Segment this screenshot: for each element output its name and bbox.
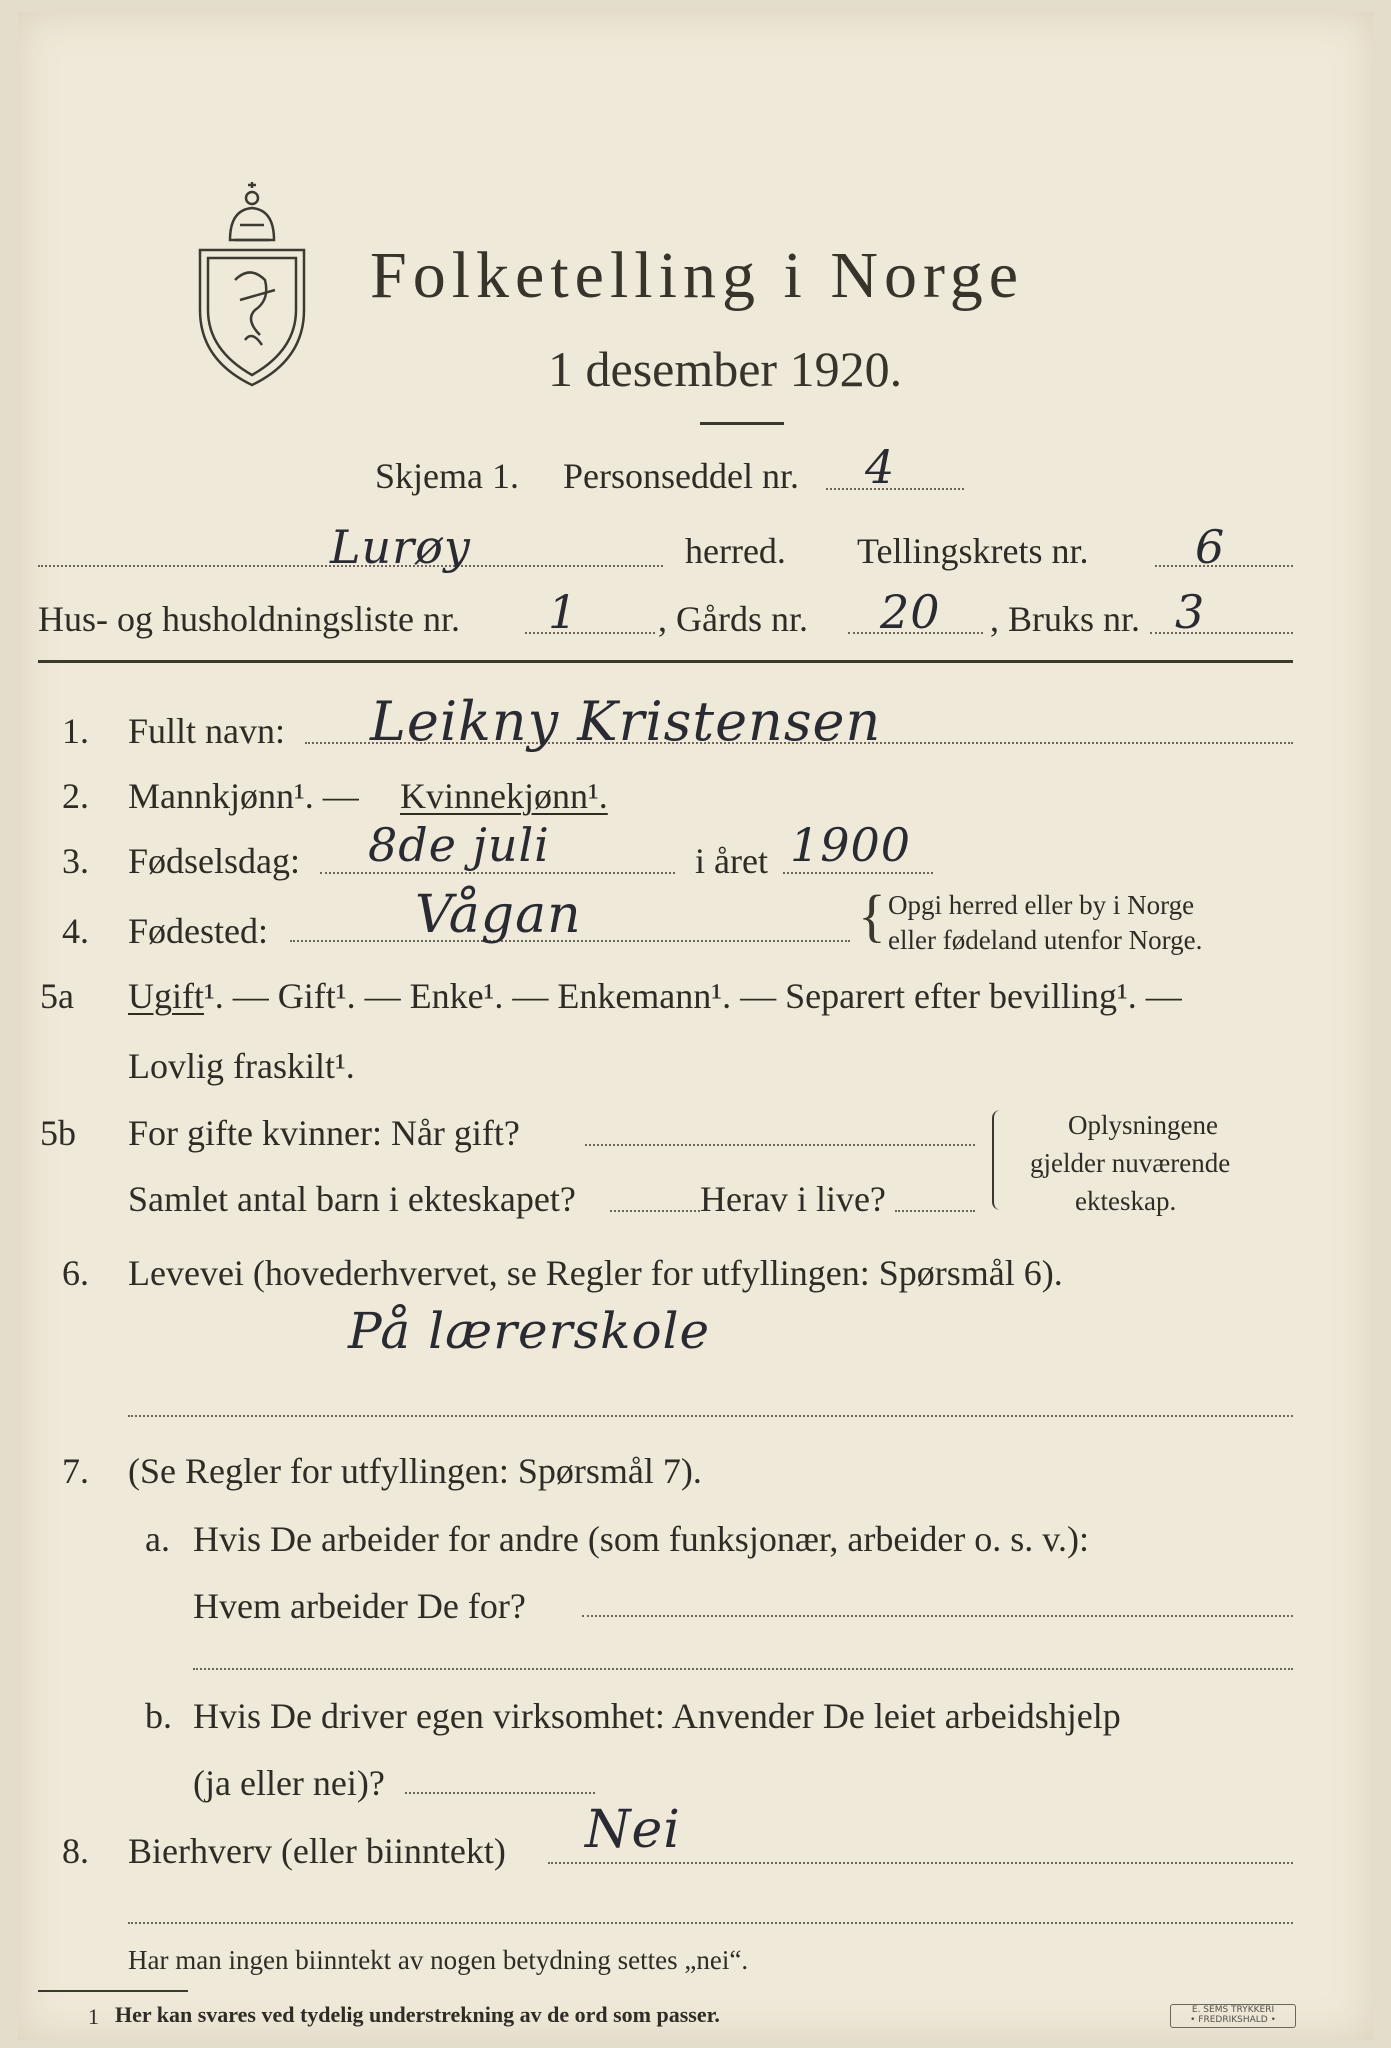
q6-label: Levevei (hovederhvervet, se Regler for utfyllingen: Spørsmål 6). [128, 1253, 1063, 1293]
q5a-ugift-option[interactable]: Ugift [128, 976, 204, 1016]
q4-note-brace: { [858, 883, 886, 948]
hus-label: Hus- og husholdningsliste nr. [38, 599, 461, 639]
q1-full-name-value[interactable]: Leikny Kristensen [370, 690, 882, 753]
q5b-note-bracket [992, 1110, 1004, 1210]
q2-number: 2. [62, 776, 89, 816]
q3-year-field-line [783, 872, 933, 874]
q3-number: 3. [62, 841, 89, 881]
q4-note-line1: Opgi herred eller by i Norge [888, 890, 1195, 920]
q4-birthplace-value[interactable]: Vågan [415, 885, 582, 945]
q8-number: 8. [62, 1831, 89, 1871]
bruks-label: , Bruks nr. [990, 599, 1141, 639]
hus-field-line [525, 632, 655, 634]
q5a-marital-options [128, 975, 1182, 1017]
q6-number: 6. [62, 1253, 89, 1293]
q7a-question: Hvem arbeider De for? [193, 1586, 526, 1626]
skjema-label: Skjema 1. [375, 456, 519, 496]
q1-label: Fullt navn: [128, 711, 286, 751]
census-date: 1 desember 1920. [548, 341, 903, 397]
herred-label: herred. [685, 531, 786, 571]
q5b-when-married-field-line [585, 1144, 975, 1146]
q5a-other-options[interactable]: ¹. — Gift¹. — Enke¹. — Enkemann¹. — Separert efter bevilling¹. — [204, 976, 1182, 1016]
q3-label: Fødselsdag: [128, 841, 301, 881]
q3-date-field-line [320, 872, 675, 874]
hus-value[interactable]: 1 [548, 585, 579, 639]
q5b-number: 5b [40, 1113, 76, 1153]
q3-birthday-value[interactable]: 8de juli [368, 818, 550, 872]
q5b-alive-field-line [895, 1210, 975, 1212]
q7b-field-line [405, 1792, 595, 1794]
tellingskrets-value[interactable]: 6 [1195, 520, 1226, 574]
q7a-number: a. [145, 1519, 170, 1559]
q5b-when-married-label: For gifte kvinner: Når gift? [128, 1113, 520, 1153]
tellingskrets-label: Tellingskrets nr. [857, 531, 1089, 571]
q5b-note-line2: gjelder nuværende [1030, 1148, 1231, 1178]
header-divider [38, 660, 1293, 663]
q8-field-line [548, 1862, 1293, 1864]
bruks-field-line [1150, 632, 1293, 634]
q7b-text: Hvis De driver egen virksomhet: Anvender De leiet arbeidshjelp [193, 1696, 1121, 1736]
q1-number: 1. [62, 711, 89, 751]
q5b-note-line1: Oplysningene [1068, 1110, 1218, 1140]
q8-label: Bierhverv (eller biinntekt) [128, 1831, 506, 1871]
gards-value[interactable]: 20 [880, 585, 941, 639]
q5b-children-label: Samlet antal barn i ekteskapet? [128, 1179, 576, 1219]
printer-stamp [1170, 2004, 1296, 2028]
q6-occupation-value[interactable]: På lærerskole [348, 1302, 711, 1360]
q7a-text: Hvis De arbeider for andre (som funksjonær, arbeider o. s. v.): [193, 1519, 1089, 1559]
printer-stamp-line2: • FREDRIKSHALD • [1190, 2015, 1276, 2025]
q5b-note-line3: ekteskap. [1075, 1186, 1177, 1216]
q2-female-option[interactable]: Kvinnekjønn¹. [400, 776, 608, 816]
footer-note: Har man ingen biinntekt av nogen betydning settes „nei“. [128, 1945, 749, 1975]
personseddel-value[interactable]: 4 [865, 440, 896, 494]
title-divider [700, 422, 784, 425]
herred-value[interactable]: Lurøy [330, 520, 471, 574]
q4-label: Fødested: [128, 911, 268, 951]
bruks-value[interactable]: 3 [1175, 585, 1206, 639]
q7a-field-line [582, 1615, 1293, 1617]
q4-number: 4. [62, 911, 89, 951]
q5a-number: 5a [40, 976, 74, 1016]
q2-male-option[interactable]: Mannkjønn¹. — [128, 776, 359, 816]
q7b-question: (ja eller nei)? [193, 1763, 385, 1803]
q8-side-income-value[interactable]: Nei [585, 1800, 681, 1860]
q4-note-line2: eller fødeland utenfor Norge. [888, 925, 1203, 955]
q8-field-line-2 [128, 1922, 1293, 1924]
form-title: Folketelling i Norge [370, 239, 1025, 312]
footnote-divider [38, 1990, 188, 1992]
coat-of-arms-icon [190, 180, 315, 390]
q5a-fraskilt-option[interactable]: Lovlig fraskilt¹. [128, 1046, 355, 1086]
q7a-field-line-2 [193, 1668, 1293, 1670]
q7-label: (Se Regler for utfyllingen: Spørsmål 7). [128, 1451, 702, 1491]
q3-year-label: i året [695, 841, 768, 881]
footnote-number: 1 [88, 2004, 99, 2029]
footnote-text: Her kan svares ved tydelig understrekning av de ord som passer. [115, 2002, 720, 2027]
printer-stamp-line1: E. SEMS TRYKKERI [1191, 2005, 1275, 2015]
q5b-children-field-line [610, 1210, 700, 1212]
gards-label: , Gårds nr. [658, 599, 808, 639]
q7b-number: b. [145, 1696, 172, 1736]
q3-year-value[interactable]: 1900 [790, 818, 912, 872]
q6-field-line [128, 1415, 1293, 1417]
q7-number: 7. [62, 1451, 89, 1491]
q5b-alive-label: Herav i live? [700, 1179, 886, 1219]
personseddel-label: Personseddel nr. [563, 456, 799, 496]
